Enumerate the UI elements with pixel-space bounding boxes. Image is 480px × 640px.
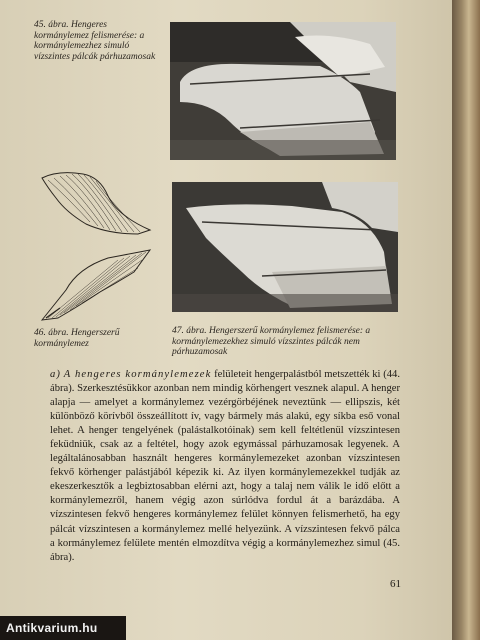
figure-46-caption: 46. ábra. Hengerszerű kormánylemez [34,328,120,349]
figure-45-caption: 45. ábra. Hengeres kormánylemez felismerése: a kormánylemezhez simuló vízszintes pálcák párhuzamosak [34,20,156,62]
figure-46-drawing-top [38,168,154,240]
section-lead-term: A hengeres kormánylemezek [63,369,212,380]
figure-47-photo [172,182,398,312]
figure-47-illustration [172,182,398,312]
figure-45-illustration [170,22,396,160]
figure-45-photo [170,22,396,160]
book-spine [452,0,480,640]
page-number: 61 [390,578,401,590]
section-marker: a) [50,369,62,380]
figure-46-drawing-bottom [38,248,154,324]
figure-47-caption: 47. ábra. Hengerszerű kormánylemez felismerése: a kormánylemezekhez simuló vízszintes pálcák nem párhuzamosak [172,326,371,357]
watermark-logo: Antikvarium.hu [0,616,126,640]
paragraph-text: felületeit hengerpalástból metszették ki (44. ábra). Szerkesztésükkor azonban nem mindig körhengert vesznek alapul. A henger alapja — amelyet a kormánylemez vezérgörbéjének neveztünk — ellipszis, két különböző körívből összeállított ív, vagy bármely más alakú, egy síkba eső vonal lehet. A henger tengelyének (palástalkotóinak) sem kell feltétlenül vízszintesen feküdniük, csak az a feltétel, hogy azok egymással párhuzamosak legyenek. A legáltalánosabban használt hengeres kormánylemezeket azonban vízszintesen fekvő körhenger palástjából képezik ki. Az ilyen kormánylemezekkel tudják az ekeszerkesztők a legbiztosabban elérni azt, hogy a talaj nem válik le idő előtt a kormánylemezről, hanem végig azon súrlódva fordul át a barázdába. A vízszintesen fekvő hengeres kormánylemez felület könnyen felismerhető, ha egy pálcát vízszintesen a kormánylemez mellé helyezünk. A vízszintesen fekvő pálca a kormánylemez felülete mentén elmozdítva végig a kormánylemezhez simul (45. ábra). [50,369,400,563]
body-paragraph [50,368,400,565]
